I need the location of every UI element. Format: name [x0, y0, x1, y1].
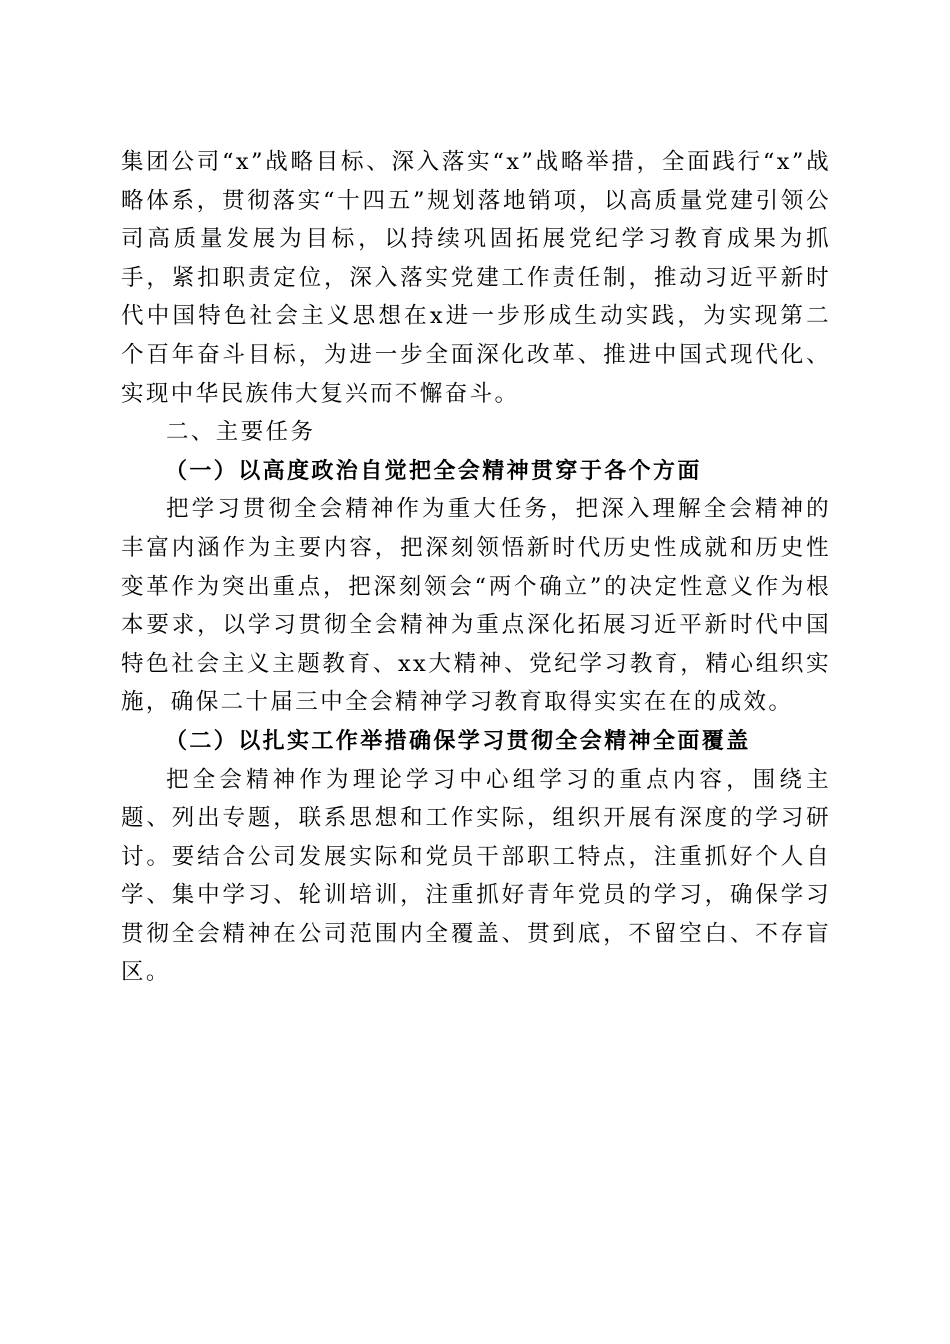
subsection-2-paragraph: 把全会精神作为理论学习中心组学习的重点内容，围绕主题、列出专题，联系思想和工作实际，组织开展有深度的学习研讨。要结合公司发展实际和党员干部职工特点，注重抓好个人自学、集中学习、轮训培训，注重抓好青年党员的学习，确保学习贯彻全会精神在公司范围内全覆盖、贯到底，不留空白、不存盲区。: [121, 766, 831, 986]
section-heading: 二、主要任务: [166, 419, 316, 446]
subsection-2-heading: （二）以扎实工作举措确保学习贯彻全会精神全面覆盖: [165, 727, 751, 754]
subsection-1-heading: （一）以高度政治自觉把全会精神贯穿于各个方面: [165, 457, 702, 484]
intro-paragraph: 集团公司“x”战略目标、深入落实“x”战略举措，全面践行“x”战略体系，贯彻落实“十四五”规划落地销项，以高质量党建引领公司高质量发展为目标，以持续巩固拓展党纪学习教育成果为抓手，紧扣职责定位，深入落实党建工作责任制，推动习近平新时代中国特色社会主义思想在x进一步形成生动实践，为实现第二个百年奋斗目标，为进一步全面深化改革、推进中国式现代化、实现中华民族伟大复兴而不懈奋斗。: [121, 149, 831, 407]
document-body: [121, 143, 831, 992]
subsection-1-paragraph: 把学习贯彻全会精神作为重大任务，把深入理解全会精神的丰富内涵作为主要内容，把深刻领悟新时代历史性成就和历史性变革作为突出重点，把深刻领会“两个确立”的决定性意义作为根本要求，以学习贯彻全会精神为重点深化拓展习近平新时代中国特色社会主义主题教育、xx大精神、党纪学习教育，精心组织实施，确保二十届三中全会精神学习教育取得实实在在的成效。: [121, 496, 831, 716]
